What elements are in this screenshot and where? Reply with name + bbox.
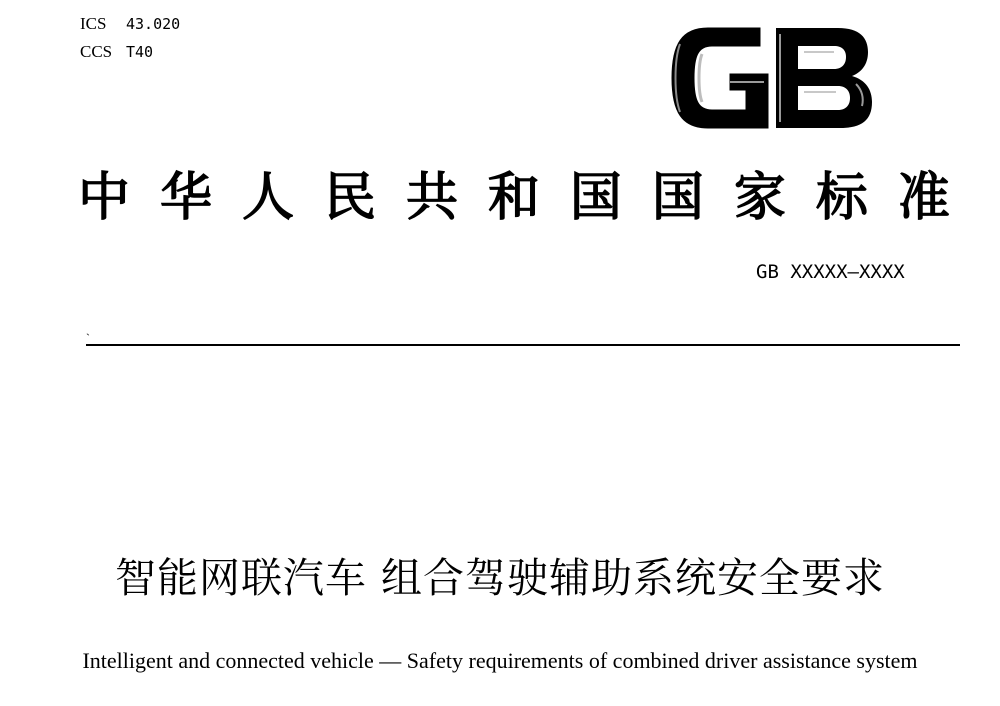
heading-char: 准: [897, 167, 950, 228]
ics-label: ICS: [80, 14, 107, 33]
heading-char: 国: [651, 167, 704, 228]
heading-char: 和: [487, 167, 540, 228]
english-title: Intelligent and connected vehicle — Safety requirements of combined driver assistance system: [82, 648, 918, 673]
ccs-value: T40: [126, 43, 154, 61]
ics-value: 43.020: [126, 15, 181, 33]
gb-logo: [668, 24, 876, 132]
chinese-title: 智能网联汽车 组合驾驶辅助系统安全要求: [114, 554, 886, 602]
heading-char: 国: [569, 167, 622, 228]
ccs-label: CCS: [80, 42, 113, 61]
ics-classification: [80, 14, 180, 34]
standard-number: GB XXXXX—XXXX: [756, 261, 905, 283]
ccs-classification: [80, 42, 153, 62]
heading-char: 家: [733, 167, 786, 228]
national-standard-heading: [78, 168, 950, 228]
gb-logo-b: [776, 28, 872, 128]
stray-mark: `: [86, 331, 90, 345]
heading-char: 人: [241, 167, 294, 228]
heading-char: 标: [815, 167, 868, 228]
header-divider: [86, 344, 960, 346]
gb-logo-g: [672, 28, 768, 128]
heading-char: 民: [323, 167, 376, 228]
heading-char: 中: [78, 167, 131, 228]
heading-char: 华: [159, 167, 212, 228]
heading-char: 共: [405, 167, 458, 228]
